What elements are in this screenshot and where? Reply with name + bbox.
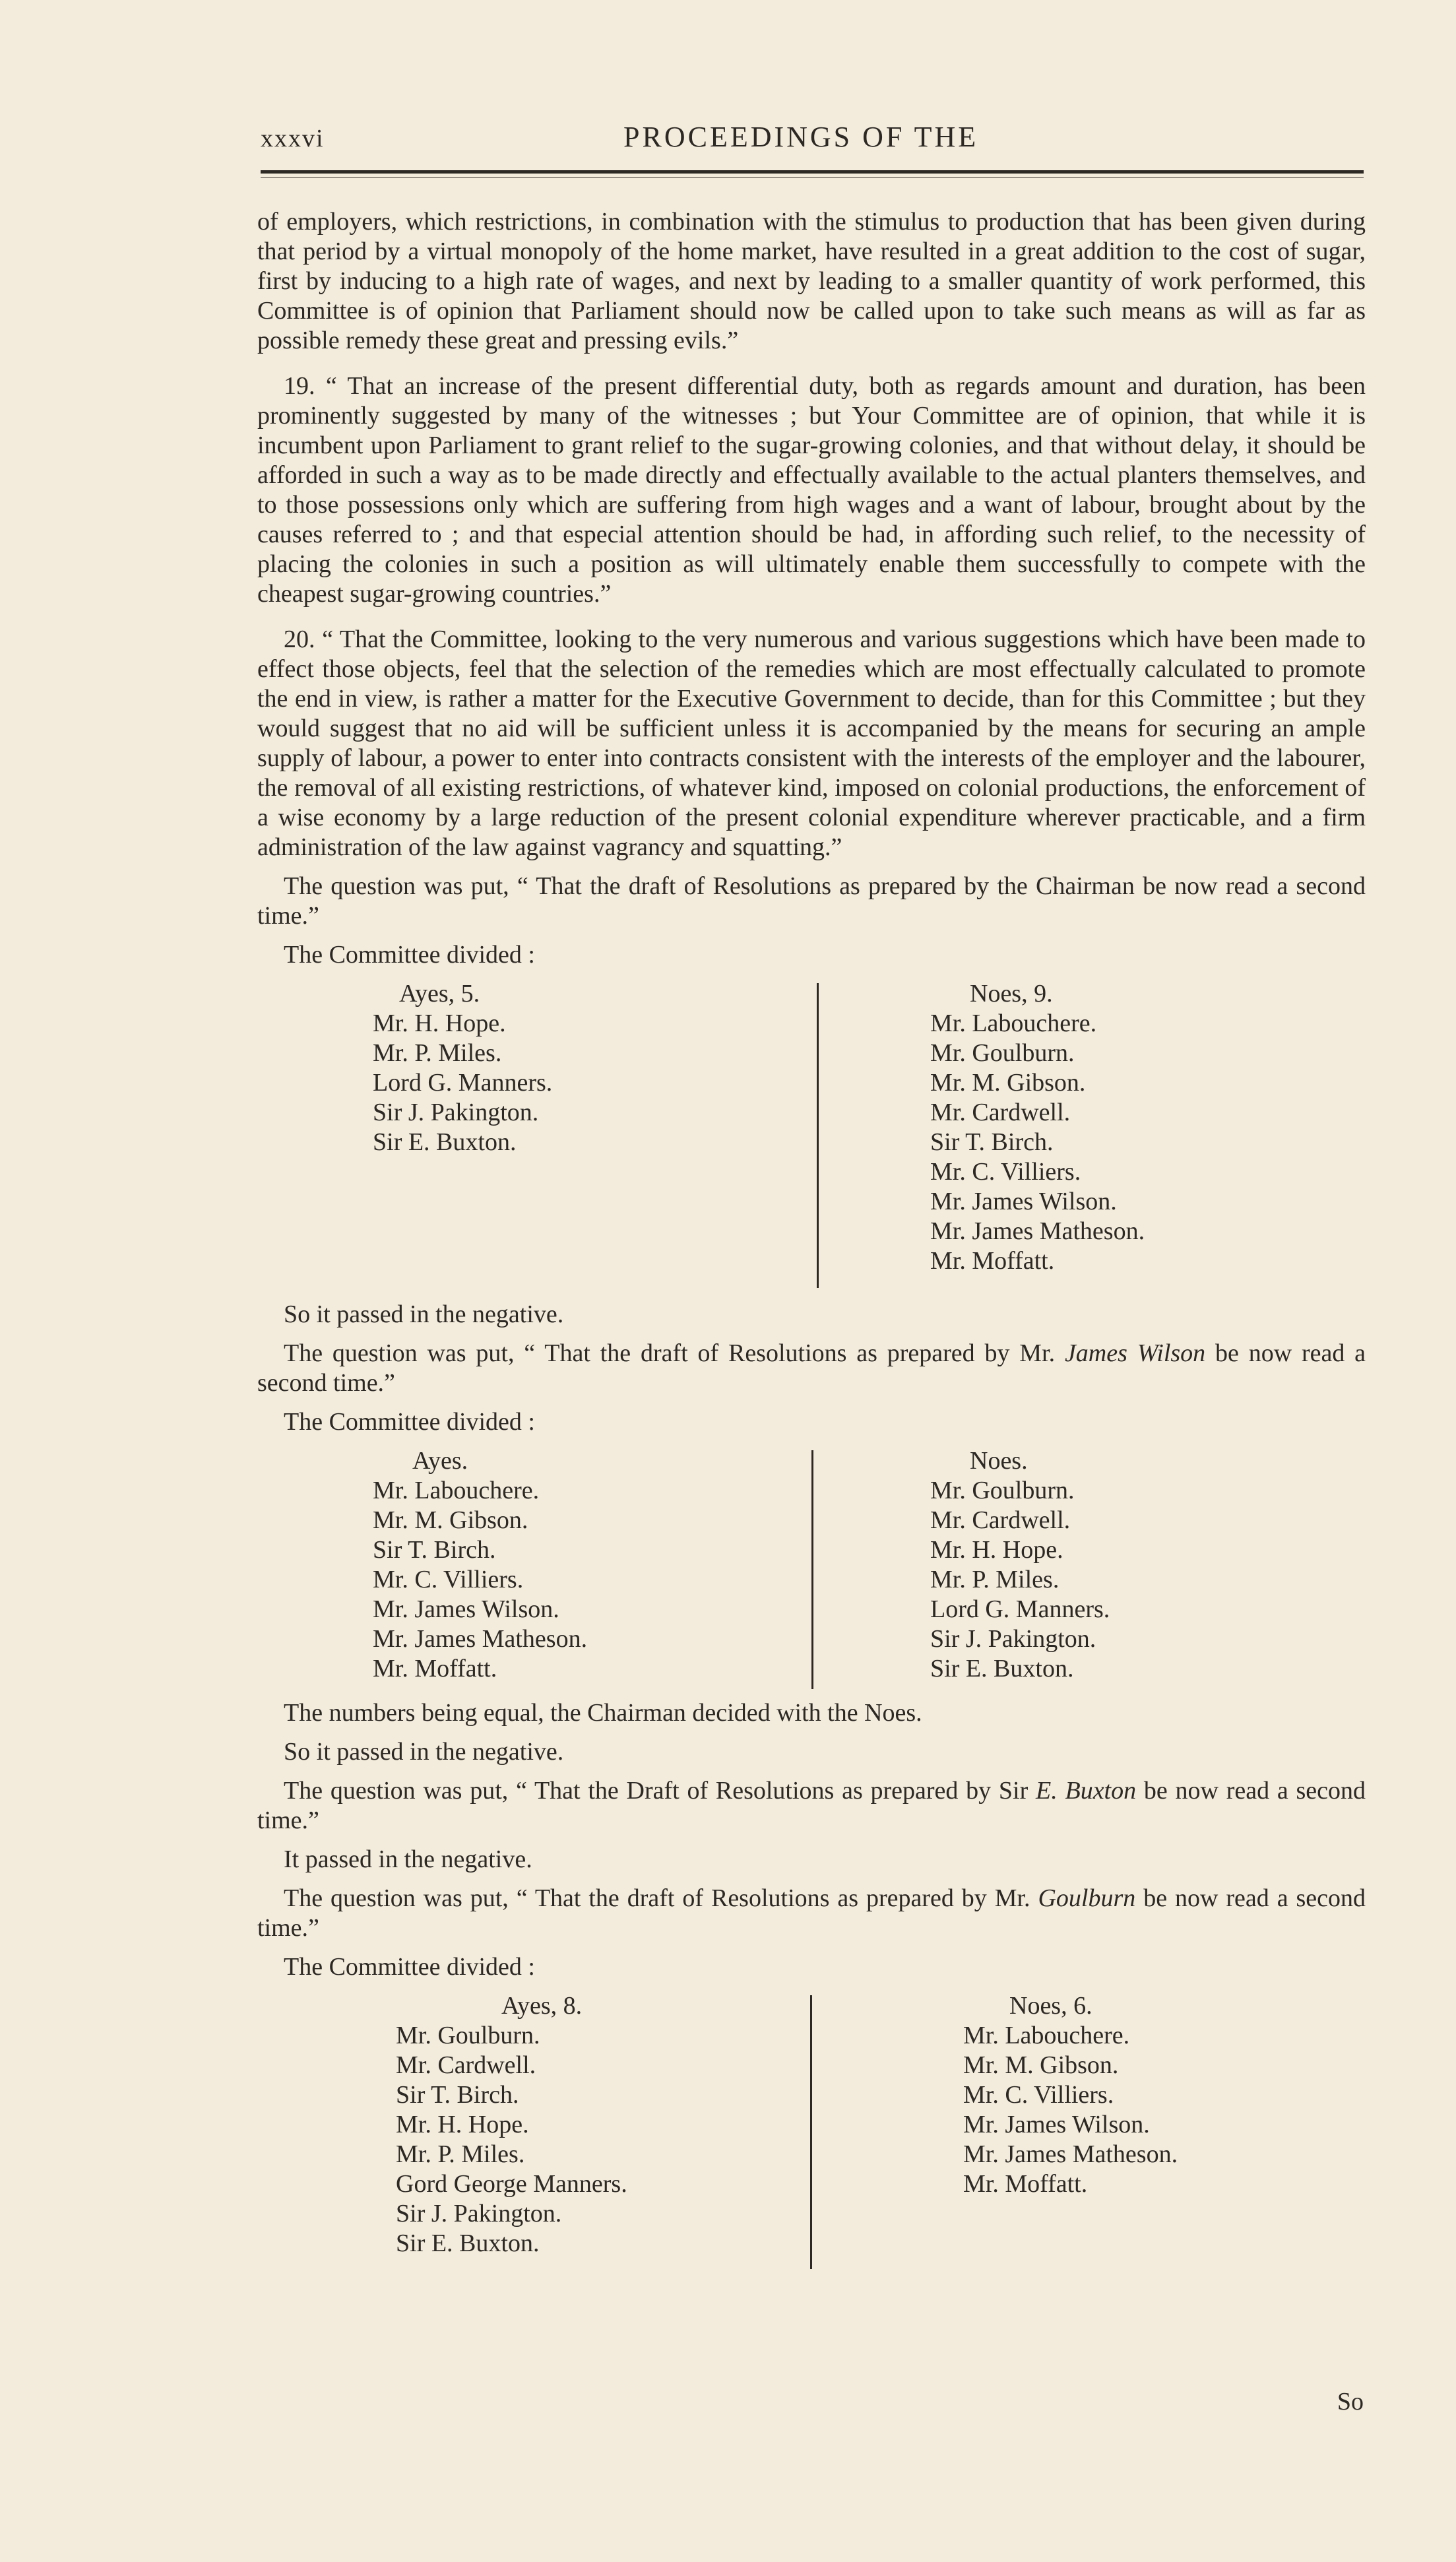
question-3-name: E. Buxton bbox=[1036, 1777, 1137, 1805]
question-1: The question was put, “ That the draft of Resolutions as prepared by the Chairman be now read a second time.” bbox=[257, 872, 1366, 930]
ayes-column bbox=[373, 1446, 587, 1684]
no-member: Sir T. Birch. bbox=[930, 1128, 1054, 1156]
no-member: Mr. Goulburn. bbox=[930, 1039, 1075, 1067]
ayes-heading: Ayes, 5. bbox=[399, 980, 480, 1008]
aye-member: Sir T. Birch. bbox=[396, 2081, 519, 2109]
divided-1: The Committee divided : bbox=[284, 941, 535, 969]
column-divider bbox=[811, 1450, 813, 1689]
no-member: Mr. P. Miles. bbox=[930, 1566, 1060, 1593]
aye-member: Sir E. Buxton. bbox=[396, 2229, 540, 2257]
question-3-pre: The question was put, “ That the Draft of Resolutions as prepared by Sir bbox=[284, 1777, 1029, 1805]
page-number: xxxvi bbox=[261, 125, 325, 152]
ayes-column bbox=[396, 1991, 627, 2258]
question-4-pre: The question was put, “ That the draft of Resolutions as prepared by Mr. bbox=[284, 1884, 1030, 1912]
no-member: Mr. Labouchere. bbox=[930, 1009, 1097, 1037]
paragraph-19: 19. “ That an increase of the present differential duty, both as regards amount and duration, has been prominently suggested by many of the witnesses ; but Your Committee are of opinion, that while it is incumbent upon Parliament to grant relief to the sugar-growing colonies, and that without delay, it should be afforded in such a way as to be made directly and effectually available to the actual planters themselves, and to those possessions only which are suffering from high wages and a want of labour, brought about by the causes referred to ; and that especial attention should be had, in affording such relief, to the necessity of placing the colonies in such a position as will ultimately enable them successfully to compete with the cheapest sugar-growing countries.” bbox=[257, 372, 1366, 608]
result-2: So it passed in the negative. bbox=[284, 1738, 564, 1766]
paragraph-continued: of employers, which restrictions, in combination with the stimulus to production that has been given during that period by a virtual monopoly of the home market, have resulted in a great addition to the cost of sugar, first by inducing to a high rate of wages, and next by leading to a smaller quantity of work performed, this Committee is of opinion that Parliament should now be called upon to take such means as will as far as possible remedy these great and pressing evils.” bbox=[257, 208, 1366, 354]
question-4 bbox=[257, 1884, 1366, 1943]
no-member: Mr. C. Villiers. bbox=[930, 1158, 1081, 1186]
noes-heading: Noes, 9. bbox=[970, 980, 1053, 1008]
divided-4: The Committee divided : bbox=[284, 1953, 535, 1981]
no-member: Mr. C. Villiers. bbox=[963, 2081, 1114, 2109]
catchword: So bbox=[1337, 2388, 1364, 2416]
question-4-post: be now read a second time.” bbox=[257, 1884, 1366, 1942]
noes-column bbox=[963, 1991, 1178, 2199]
running-head: PROCEEDINGS OF THE bbox=[623, 121, 979, 153]
noes-heading: Noes, 6. bbox=[1009, 1992, 1092, 2020]
aye-member: Sir J. Pakington. bbox=[396, 2200, 562, 2227]
paragraph-20: 20. “ That the Committee, looking to the very numerous and various suggestions which have been made to effect those objects, feel that the selection of the remedies which are most effectually calculated to promote the end in view, is rather a matter for the Executive Government to decide, than for this Committee ; but they would suggest that no aid will be sufficient unless it is accompanied by the means for securing an ample supply of labour, a power to enter into contracts consistent with the interests of the employer and the labourer, the removal of all existing restrictions, of whatever kind, imposed on colonial productions, the enforcement of a wise economy by a large reduction of the present colonial expenditure wherever practicable, and a firm administration of the law against vagrancy and squatting.” bbox=[257, 625, 1366, 861]
aye-member: Sir E. Buxton. bbox=[373, 1128, 517, 1156]
aye-member: Mr. James Matheson. bbox=[373, 1625, 588, 1653]
question-2 bbox=[257, 1339, 1366, 1398]
aye-member: Mr. P. Miles. bbox=[396, 2140, 525, 2168]
no-member: Mr. M. Gibson. bbox=[963, 2051, 1119, 2079]
aye-member: Mr. C. Villiers. bbox=[373, 1566, 524, 1593]
no-member: Mr. M. Gibson. bbox=[930, 1069, 1086, 1097]
aye-member: Mr. Moffatt. bbox=[373, 1655, 497, 1682]
aye-member: Sir J. Pakington. bbox=[373, 1099, 539, 1126]
vote-table-1 bbox=[257, 979, 1366, 1291]
aye-member: Mr. P. Miles. bbox=[373, 1039, 502, 1067]
aye-member: Mr. H. Hope. bbox=[373, 1009, 506, 1037]
result-1: So it passed in the negative. bbox=[284, 1300, 564, 1328]
no-member: Sir E. Buxton. bbox=[930, 1655, 1074, 1682]
no-member: Mr. H. Hope. bbox=[930, 1536, 1063, 1564]
no-member: Mr. James Wilson. bbox=[930, 1188, 1117, 1215]
no-member: Lord G. Manners. bbox=[930, 1595, 1110, 1623]
aye-member: Mr. Labouchere. bbox=[373, 1477, 540, 1504]
result-3: It passed in the negative. bbox=[284, 1845, 532, 1873]
question-3 bbox=[257, 1776, 1366, 1836]
ayes-heading: Ayes, 8. bbox=[501, 1992, 583, 2020]
column-divider bbox=[817, 983, 819, 1288]
no-member: Mr. James Matheson. bbox=[930, 1217, 1145, 1245]
vote-table-2 bbox=[257, 1446, 1366, 1689]
question-2-name: James Wilson bbox=[1064, 1339, 1206, 1367]
question-2-pre: The question was put, “ That the draft of Resolutions as prepared by Mr. bbox=[284, 1339, 1056, 1367]
aye-member: Mr. H. Hope. bbox=[396, 2111, 529, 2138]
noes-column bbox=[930, 979, 1145, 1276]
aye-member: Lord G. Manners. bbox=[373, 1069, 553, 1097]
equal-numbers: The numbers being equal, the Chairman decided with the Noes. bbox=[284, 1699, 922, 1727]
no-member: Mr. Labouchere. bbox=[963, 2022, 1130, 2049]
question-3-post: be now read a second time.” bbox=[257, 1777, 1366, 1834]
no-member: Mr. James Wilson. bbox=[963, 2111, 1150, 2138]
page-body bbox=[257, 207, 1366, 2278]
aye-member: Mr. M. Gibson. bbox=[373, 1506, 528, 1534]
question-2-post: be now read a second time.” bbox=[257, 1339, 1366, 1397]
column-divider bbox=[810, 1995, 812, 2269]
vote-table-4 bbox=[257, 1991, 1366, 2268]
no-member: Sir J. Pakington. bbox=[930, 1625, 1096, 1653]
page-header bbox=[261, 121, 1364, 164]
aye-member: Mr. Goulburn. bbox=[396, 2022, 540, 2049]
no-member: Mr. Cardwell. bbox=[930, 1506, 1071, 1534]
no-member: Mr. Cardwell. bbox=[930, 1099, 1071, 1126]
no-member: Mr. Moffatt. bbox=[963, 2170, 1088, 2198]
divided-2: The Committee divided : bbox=[284, 1408, 535, 1436]
aye-member: Sir T. Birch. bbox=[373, 1536, 496, 1564]
no-member: Mr. James Matheson. bbox=[963, 2140, 1178, 2168]
question-4-name: Goulburn bbox=[1038, 1884, 1136, 1912]
header-rule bbox=[261, 170, 1364, 174]
noes-column bbox=[930, 1446, 1110, 1684]
noes-heading: Noes. bbox=[970, 1447, 1028, 1475]
no-member: Mr. Goulburn. bbox=[930, 1477, 1075, 1504]
ayes-column bbox=[373, 979, 552, 1157]
ayes-heading: Ayes. bbox=[412, 1447, 468, 1475]
no-member: Mr. Moffatt. bbox=[930, 1247, 1055, 1275]
aye-member: Gord George Manners. bbox=[396, 2170, 627, 2198]
aye-member: Mr. Cardwell. bbox=[396, 2051, 536, 2079]
aye-member: Mr. James Wilson. bbox=[373, 1595, 559, 1623]
